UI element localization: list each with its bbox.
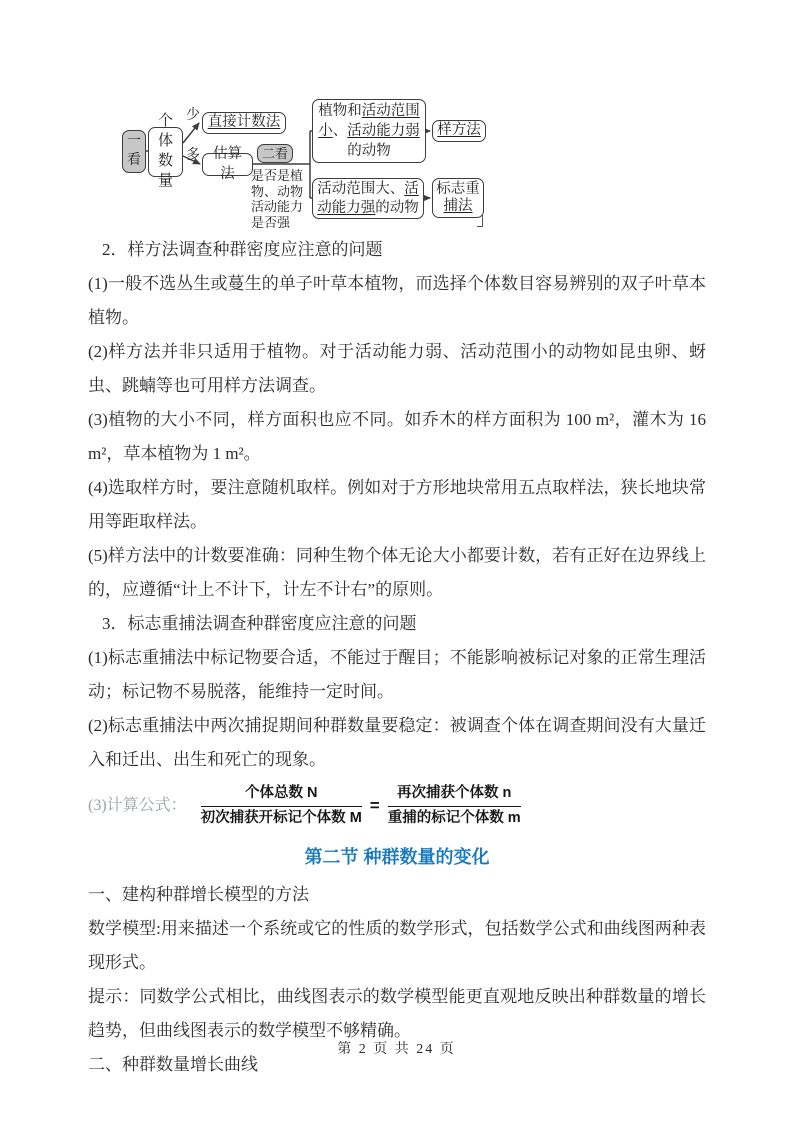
paragraph-quadrat-5: (5)样方法中的计数要准确：同种生物个体无论大小都要计数，若有正好在边界线上的，应遵循“计上不计下，计左不计右”的原则。 [88, 546, 706, 599]
formula-fraction-right [388, 783, 521, 828]
flowchart-box-individual-number: 个体数量 [148, 127, 183, 177]
paragraph-mark-recapture-2: (2)标志重捕法中两次捕捉期间种群数量要稳定：被调查个体在调查期间没有大量迁入和迁出、出生和死亡的现象。 [88, 716, 706, 769]
formula-left-numerator: 个体总数 N [201, 783, 362, 806]
formula-left-denominator: 初次捕获开标记个体数 M [200, 809, 362, 826]
weak-animals-blank-ability: 活动能力弱 [347, 123, 420, 139]
survey-method-flowchart [85, 88, 565, 240]
mark-recapture-line1: 标志重 [436, 181, 480, 197]
direct-count-method-text: 直接计数法 [207, 114, 281, 131]
document-body [88, 233, 706, 1082]
section-2-title: 第二节 种群数量的变化 [304, 847, 490, 867]
heading-quadrat-method-issues: 2．样方法调查种群密度应注意的问题 [102, 240, 383, 259]
paragraph-quadrat-2: (2)样方法并非只适用于植物。对于活动能力弱、活动范围小的动物如昆虫卵、蚜虫、跳蝻等也可用样方法调查。 [88, 342, 706, 395]
flowchart-box-quadrat-method [432, 120, 486, 142]
page-number-footer: 第 2 页 共 24 页 [337, 1042, 456, 1057]
paragraph-model-hint: 提示：同数学公式相比，曲线图表示的数学模型能更直观地反映出种群数量的增长趋势，但曲线图表示的数学模型不够精确。 [88, 987, 706, 1040]
flowchart-label-few: 少 [186, 108, 200, 123]
weak-animals-text-post: 的动物 [347, 143, 391, 159]
subheading-growth-curves: 二、种群数量增长曲线 [88, 1055, 258, 1074]
flowchart-box-estimation-method: 估算法 [202, 153, 253, 176]
weak-animals-text-pre: 植物和 [318, 103, 362, 119]
paragraph-quadrat-3: (3)植物的大小不同，样方面积也应不同。如乔木的样方面积为 100 m²，灌木为 16 m²，草本植物为 1 m²。 [88, 410, 706, 463]
heading-mark-recapture-issues: 3．标志重捕法调查种群密度应注意的问题 [102, 614, 417, 633]
text-cursor-artifact [477, 214, 483, 227]
formula-equals-sign: = [369, 796, 380, 815]
formula-fraction-left [201, 783, 362, 828]
flowchart-box-strong-animals [312, 178, 424, 219]
flowchart-box-second-look: 二看 [257, 144, 293, 163]
strong-animals-blank-ability: 活动能力强 [317, 180, 419, 216]
paragraph-quadrat-1: (1)一般不选丛生或蔓生的单子叶草本植物，而选择个体数目容易辨别的双子叶草本植物。 [88, 274, 706, 327]
calculation-formula [88, 778, 706, 834]
weak-animals-blank-range: 活动范围小 [318, 103, 420, 139]
formula-right-denominator: 重捕的标记个体数 m [387, 809, 521, 826]
strong-animals-text-pre: 活动范围大、 [317, 180, 405, 197]
weak-animals-comma: 、 [332, 123, 348, 139]
strong-animals-text-post: 的动物 [375, 199, 419, 216]
formula-right-numerator: 再次捕获个体数 n [388, 783, 521, 806]
quadrat-method-text: 样方法 [437, 122, 481, 139]
formula-label: (3)计算公式： [88, 797, 187, 814]
flowchart-box-mark-recapture-method [432, 178, 484, 218]
flowchart-box-weak-animals [312, 99, 426, 163]
paragraph-mark-recapture-1: (1)标志重捕法中标记物要合适，不能过于醒目；不能影响被标记对象的正常生理活动；标记物不易脱落，能维持一定时间。 [88, 648, 706, 701]
flowchart-box-first-look: 一看 [122, 130, 146, 173]
flowchart-second-look-question: 是否是植物、动物活动能力是否强 [251, 168, 304, 230]
paragraph-math-model: 数学模型:用来描述一个系统或它的性质的数学形式，包括数学公式和曲线图两种表现形式。 [88, 919, 706, 972]
flowchart-label-many: 多 [186, 148, 200, 163]
flowchart-box-direct-count-method [202, 112, 286, 134]
paragraph-quadrat-4: (4)选取样方时，要注意随机取样。例如对于方形地块常用五点取样法，狭长地块常用等距取样法。 [88, 478, 706, 531]
subheading-model-building: 一、建构种群增长模型的方法 [88, 885, 309, 904]
mark-recapture-line2: 捕法 [443, 198, 473, 214]
